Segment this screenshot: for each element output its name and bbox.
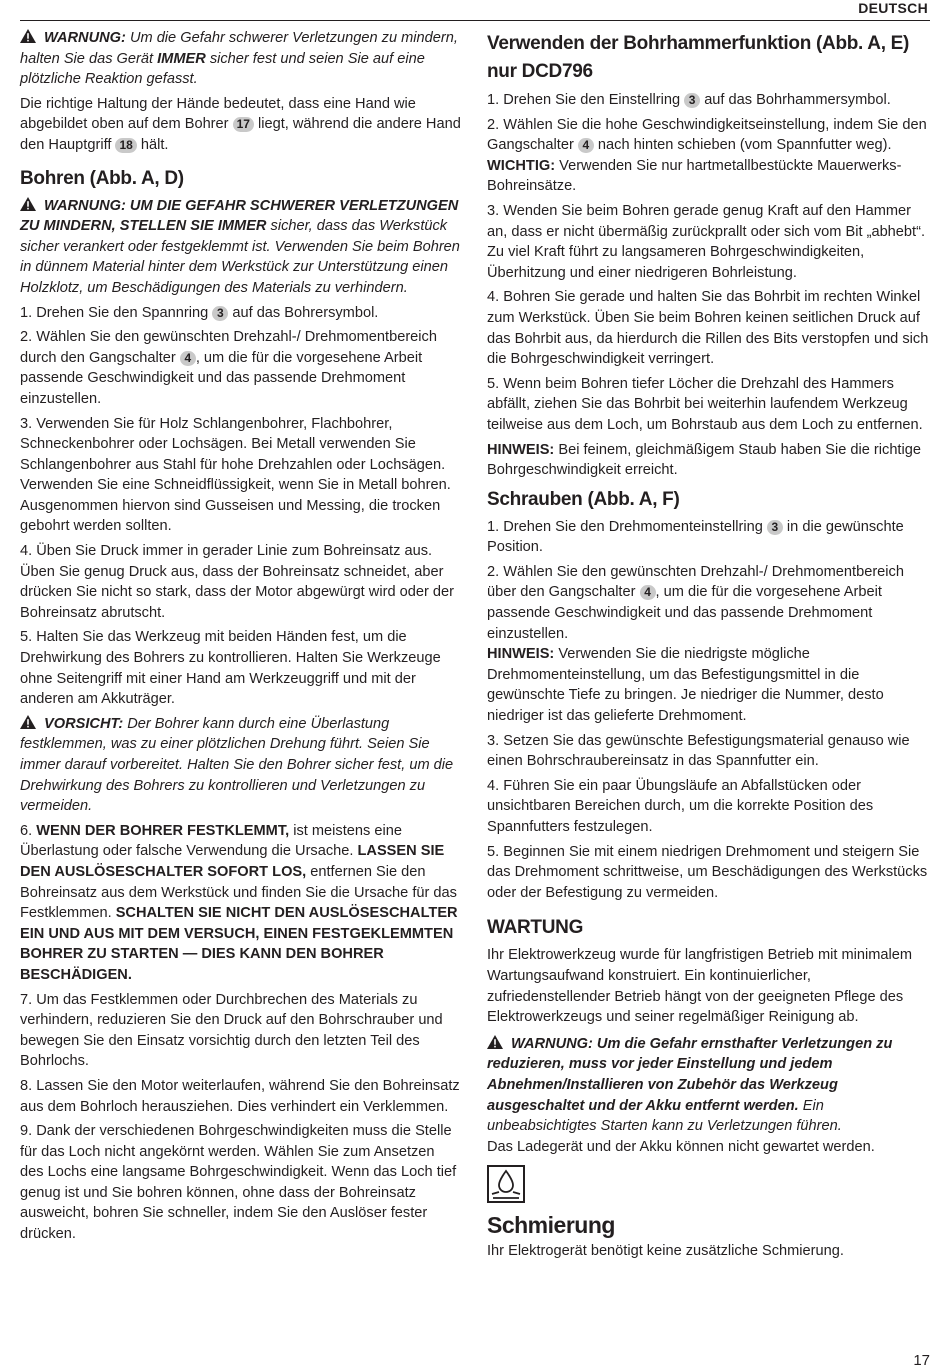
hammer-step-4: 4. Bohren Sie gerade und halten Sie das Bohrbit im rechten Winkel zum Werkstück. Üben Sie beim Bohren keinen seitlichen Druck auf das Bohrbit aus, da hierdurch die Rillen des Bits verstopfen und sich die Bohrgeschwindigkeit verringert. [487,289,929,368]
step-8: 8. Lassen Sie den Motor weiterlaufen, während Sie den Bohreinsatz aus dem Bohrloch herausziehen. Dies verhindert ein Verklemmen. [20,1077,460,1115]
screw-step-3: 3. Setzen Sie das gewünschte Befestigungsmaterial genauso wie einen Bohrschraubereinsatz in das Spannfutter ein. [487,732,910,770]
wichtig-note: WICHTIG: Verwenden Sie nur hartmetallbestückte Mauerwerks-Bohreinsätze. [487,157,902,195]
callout-badge: 4 [578,138,594,153]
step-3: 3. Verwenden Sie für Holz Schlangenbohrer, Flachbohrer, Schneckenbohrer oder Lochsägen. Bei Metall verwenden Sie Schlangenbohrer aus Stahl für hohe Drehzahlen oder Lochsägen. Verwenden Sie eine Schneidflüssigkeit, wenn Sie in Metall bohren. Ausgenommen hiervon sind Gusseisen und Messing, die trocken gebohrt werden sollten. [20,415,451,535]
warning-hold-tool: WARNUNG: Um die Gefahr schwerer Verletzungen zu mindern, halten Sie das Gerät IMMER sicher fest und seien Sie auf eine plötzliche Reaktion gefasst. [20,30,458,88]
hands-paragraph: Die richtige Haltung der Hände bedeutet, dass eine Hand wie abgebildet oben auf dem Bohrer 17 liegt, während die andere Hand den Hauptgriff 18 hält. [20,95,461,153]
screw-step-2: 2. Wählen Sie den gewünschten Drehzahl-/ Drehmomentbereich über den Gangschalter 4 , um die für die vorgesehene Arbeit passende Geschwindigkeit und das passende Drehmoment einzustellen. [487,563,904,642]
warning-workpiece: WARNUNG: UM DIE GEFAHR SCHWERER VERLETZUNGEN ZU MINDERN, STELLEN SIE IMMER sicher, dass das Werkstück sicher verankert oder festgeklemmt ist. Verwenden Sie beim Bohren in dünnem Material hinter dem Werkstück zur Unterstützung einen Holzklotz, um Beschädigungen des Materials zu verhindern. [20,197,460,296]
screw-step-5: 5. Beginnen Sie mit einem niedrigen Drehmoment und steigern Sie das Drehmoment schrittweise, um Beschädigungen des Werkstücks oder der Befestigung zu vermeiden. [487,843,928,901]
warning-maintenance: WARNUNG: Um die Gefahr ernsthafter Verletzungen zu reduzieren, muss vor jeder Einstellung und jedem Abnehmen/Installieren von Zubehör das Werkzeug ausgeschaltet und der Akku entfernt werden. Ein unbeabsichtigtes Starten kann zu Verletzungen führen. [487,1035,893,1135]
warning-triangle-icon [20,197,38,211]
step-5: 5. Halten Sie das Werkzeug mit beiden Händen fest, um die Drehwirkung des Bohrers zu kontrollieren. Halten Sie Werkzeuge ohne Seitengriff mit einer Hand am Werkzeuggriff und mit der anderen am Akkuträger. [20,629,441,708]
oil-drop-icon [487,1165,525,1203]
section-heading-schmierung: Schmierung [487,1212,615,1239]
hammer-step-1: 1. Drehen Sie den Einstellring 3 auf das Bohrhammersymbol. [487,92,891,108]
hammer-step-5: 5. Wenn beim Bohren tiefer Löcher die Drehzahl des Hammers abfällt, ziehen Sie das Bohrbit bei weiterhin laufendem Werkzeug teilweise aus dem Loch, um Bohrstaub aus dem Loch zu entfernen. [487,375,923,433]
hammer-step-3: 3. Wenden Sie beim Bohren gerade genug Kraft auf den Hammer an, dass er nicht übermäßig zurückprallt oder sich vom Bit „abhebt“. Zu viel Kraft führt zu langsameren Bohrgeschwindigkeiten, Überhitzung und einer niedrigeren Bohrleistung. [487,202,926,281]
right-column [487,28,930,1266]
hinweis-note-2: HINWEIS: Verwenden Sie die niedrigste mögliche Drehmomenteinstellung, um das Befestigungsmittel in die gewünschte Tiefe zu bringen. Je niedriger die Nummer, desto niedriger ist das gelieferte Drehmoment. [487,646,884,725]
akku-paragraph: Das Ladegerät und der Akku können nicht gewartet werden. [487,1138,875,1155]
hammer-step-2: 2. Wählen Sie die hohe Geschwindigkeitseinstellung, indem Sie den Gangschalter 4 nach hinten schieben (vom Spannfutter weg). [487,116,927,154]
language-label: DEUTSCH [858,0,928,16]
warning-triangle-icon [487,1035,505,1049]
step-6: 6. WENN DER BOHRER FESTKLEMMT, ist meistens eine Überlastung oder falsche Verwendung die Ursache. LASSEN SIE DEN AUSLÖSESCHALTER SOFORT LOS, entfernen Sie den Bohreinsatz aus dem Werkstück und finden Sie die Ursache für das Festklemmen. SCHALTEN SIE NICHT DEN AUSLÖSESCHALTER EIN UND AUS MIT DEM VERSUCH, EINEN FESTGEKLEMMTEN BOHRER ZU STARTEN — DIES KANN DEN BOHRER BESCHÄDIGEN. [20,822,458,983]
section-heading-bohrhammer: Verwenden der Bohrhammerfunktion (Abb. A, E) nur DCD796 [487,33,910,82]
step-1: 1. Drehen Sie den Spannring 3 auf das Bohrersymbol. [20,304,379,321]
schmierung-paragraph: Ihr Elektrogerät benötigt keine zusätzliche Schmierung. [487,1243,844,1260]
section-heading-wartung: WARTUNG [487,917,584,939]
left-column [20,28,462,1249]
header-rule [20,20,930,21]
section-heading-bohren: Bohren (Abb. A, D) [20,167,184,189]
callout-badge: 3 [212,306,228,321]
callout-badge: 4 [180,351,196,366]
page-number: 17 [913,1352,930,1369]
warning-triangle-icon [20,29,38,43]
callout-badge: 17 [233,117,254,132]
section-heading-schrauben: Schrauben (Abb. A, F) [487,488,680,510]
callout-badge: 3 [767,520,783,535]
callout-badge: 18 [115,138,136,153]
step-4: 4. Üben Sie Druck immer in gerader Linie zum Bohreinsatz aus. Üben Sie genug Druck aus, dass der Bohreinsatz schneidet, aber drücken Sie nicht so stark, dass der Motor abgewürgt wird oder der Bohreinsatz abrutscht. [20,543,454,621]
step-2: 2. Wählen Sie den gewünschten Drehzahl-/ Drehmomentbereich durch den Gangschalter 4 , um die für die vorgesehene Arbeit passende Geschwindigkeit und das passende Drehmoment einzustellen. [20,329,437,407]
warning-label: WARNUNG: [44,30,126,46]
step-9: 9. Dank der verschiedenen Bohrgeschwindigkeiten muss die Stelle für das Loch nicht angekörnt werden. Wählen Sie zum Ansetzen des Lochs eine langsame Bohrgeschwindigkeit. Wenn das Loch tief genug ist und Sie bohren können, ohne dass der Bohreinsatz ausweicht, bohren Sie schneller, indem Sie den Auslöser fester drücken. [20,1123,457,1243]
callout-badge: 3 [684,93,700,108]
warning-triangle-icon [20,715,38,729]
screw-step-4: 4. Führen Sie ein paar Übungsläufe an Abfallstücken oder unsichtbaren Bereichen durch, um die korrekte Position des Spannfutters festzulegen. [487,777,874,835]
step-7: 7. Um das Festklemmen oder Durchbrechen des Materials zu verhindern, reduzieren Sie den Druck auf den Bohrschrauber und bewegen Sie den Einsatz vorsichtig durch den letzten Teil des Bohrlochs. [20,991,443,1070]
caution-paragraph: VORSICHT: Der Bohrer kann durch eine Überlastung festklemmen, was zu einer plötzlichen Drehung führt. Seien Sie immer darauf vorbereitet. Halten Sie den Bohrer sicher fest, um die Drehwirkung des Bohrers zu kontrollieren und Verletzungen zu vermeiden. [20,715,454,815]
wartung-paragraph: Ihr Elektrowerkzeug wurde für langfristigen Betrieb mit minimalem Wartungsaufwand konstruiert. Ein kontinuierlicher, zufriedenstellender Betrieb hängt von der geeigneten Pflege des Elektrowerkzeugs und seiner regelmäßiger Reinigung ab. [487,947,913,1026]
screw-step-1: 1. Drehen Sie den Drehmomenteinstellring 3 in die gewünschte Position. [487,518,904,556]
hinweis-note-1: HINWEIS: Bei feinem, gleichmäßigem Staub haben Sie die richtige Bohrgeschwindigkeit erreicht. [487,441,921,479]
callout-badge: 4 [640,585,656,600]
